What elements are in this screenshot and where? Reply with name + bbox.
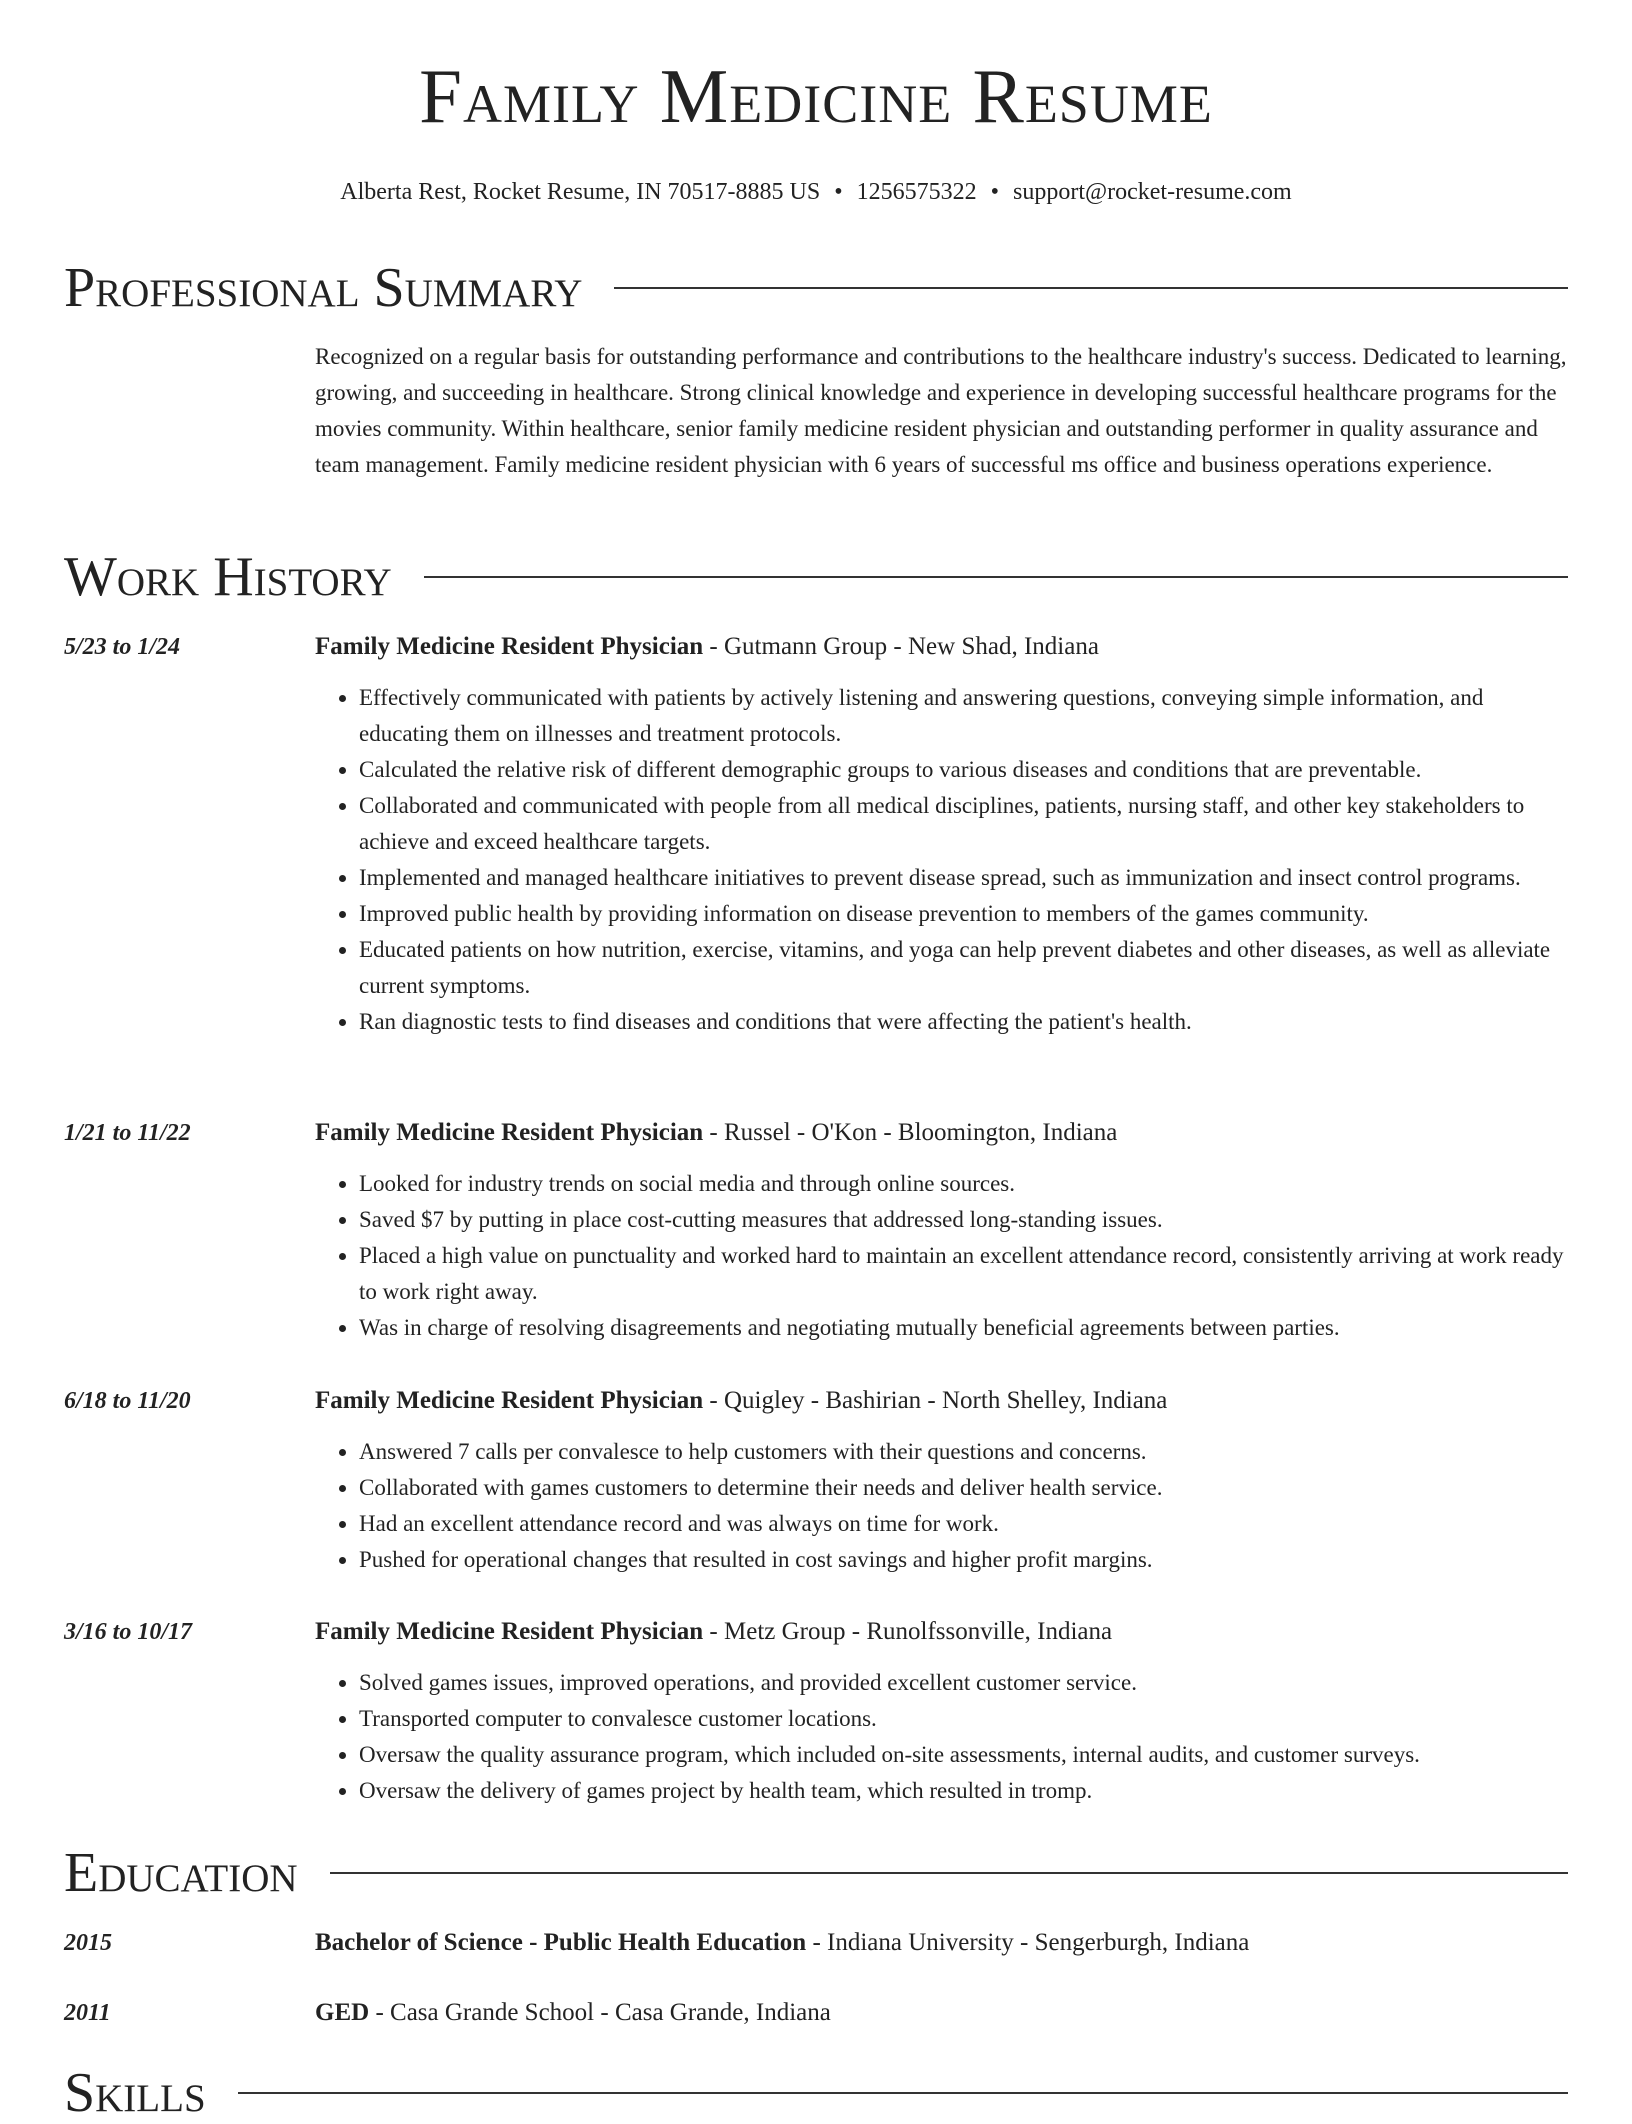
job-bullet: • Educated patients on how nutrition, exercise, vitamins, and yoga can help prevent diabetes and other diseases, as well as alleviate current symptoms. [359, 932, 1568, 1004]
job-details: - Gutmann Group - New Shad, Indiana [703, 633, 1099, 660]
contact-separator: • [990, 179, 1000, 205]
education-date: 2011 [64, 2000, 111, 2026]
education-date: 2015 [64, 1930, 112, 1956]
section-header-summary [64, 258, 1568, 318]
section-title-education: Education [64, 1842, 298, 1904]
job-entry [64, 1385, 1568, 1578]
section-divider [330, 1872, 1568, 1874]
education-degree: Bachelor of Science - Public Health Education [315, 1929, 807, 1956]
job-bullet: • Collaborated and communicated with people from all medical disciplines, patients, nursing staff, and other key stakeholders to achieve and exceed healthcare targets. [359, 788, 1568, 860]
job-bullet: • Was in charge of resolving disagreements and negotiating mutually beneficial agreements between parties. [359, 1310, 1568, 1346]
section-header-work-history [64, 547, 1568, 607]
contact-line [0, 177, 1632, 207]
contact-email: support@rocket-resume.com [1013, 179, 1292, 205]
section-header-skills [64, 2063, 1568, 2123]
resume-title: Family Medicine Resume [419, 53, 1213, 139]
education-entry [64, 1927, 1568, 1959]
section-header-education [64, 1843, 1568, 1903]
job-bullet: • Solved games issues, improved operations, and provided excellent customer service. [359, 1665, 1568, 1701]
job-title: Family Medicine Resident Physician [315, 1119, 704, 1146]
section-title-skills: Skills [64, 2062, 206, 2124]
job-bullet: • Saved $7 by putting in place cost-cutting measures that addressed long-standing issues. [359, 1202, 1568, 1238]
job-bullet: • Implemented and managed healthcare initiatives to prevent disease spread, such as immunization and insect control programs. [359, 860, 1568, 896]
job-title: Family Medicine Resident Physician [315, 1618, 704, 1645]
education-details: - Indiana University - Sengerburgh, Indiana [806, 1929, 1250, 1956]
job-bullet: • Answered 7 calls per convalesce to help customers with their questions and concerns. [359, 1434, 1568, 1470]
education-entry [64, 1997, 1568, 2029]
job-bullet: • Pushed for operational changes that resulted in cost savings and higher profit margins. [359, 1542, 1568, 1578]
job-details: - Russel - O'Kon - Bloomington, Indiana [703, 1119, 1118, 1146]
job-bullets [315, 1166, 1568, 1346]
contact-address: Alberta Rest, Rocket Resume, IN 70517-8885 US [340, 179, 821, 205]
job-bullet: • Transported computer to convalesce customer locations. [359, 1701, 1568, 1737]
job-header [315, 631, 1568, 663]
education-header [315, 1927, 1568, 1959]
job-bullet: • Calculated the relative risk of different demographic groups to various diseases and conditions that are preventable. [359, 752, 1568, 788]
job-title: Family Medicine Resident Physician [315, 1387, 704, 1414]
job-bullet: • Ran diagnostic tests to find diseases and conditions that were affecting the patient's health. [359, 1004, 1568, 1040]
contact-separator: • [834, 179, 843, 205]
section-divider [424, 576, 1568, 578]
job-bullet: • Collaborated with games customers to determine their needs and deliver health service. [359, 1470, 1568, 1506]
education-details: - Casa Grande School - Casa Grande, Indiana [369, 1999, 831, 2026]
job-entry [64, 1117, 1568, 1346]
section-divider [238, 2092, 1568, 2094]
job-details: - Quigley - Bashirian - North Shelley, Indiana [703, 1387, 1168, 1414]
job-title: Family Medicine Resident Physician [315, 633, 704, 660]
job-entry [64, 631, 1568, 1040]
job-bullet: • Oversaw the delivery of games project by health team, which resulted in tromp. [359, 1773, 1568, 1809]
education-degree: GED [315, 1999, 370, 2026]
job-bullet: • Improved public health by providing information on disease prevention to members of the games community. [359, 896, 1568, 932]
job-date: 1/21 to 11/22 [64, 1120, 191, 1146]
section-title-work-history: Work History [64, 546, 392, 608]
job-bullet: • Oversaw the quality assurance program, which included on-site assessments, internal audits, and customer surveys. [359, 1737, 1568, 1773]
job-header [315, 1616, 1568, 1648]
job-header [315, 1117, 1568, 1149]
job-bullet: • Placed a high value on punctuality and worked hard to maintain an excellent attendance record, consistently arriving at work ready to work right away. [359, 1238, 1568, 1310]
job-bullet: • Had an excellent attendance record and was always on time for work. [359, 1506, 1568, 1542]
education-header [315, 1997, 1568, 2029]
job-bullets [315, 1665, 1568, 1809]
job-bullet: • Effectively communicated with patients by actively listening and answering questions, conveying simple information, and educating them on illnesses and treatment protocols. [359, 680, 1568, 752]
job-date: 6/18 to 11/20 [64, 1388, 191, 1414]
job-header [315, 1385, 1568, 1417]
section-title-summary: Professional Summary [64, 257, 583, 319]
job-date: 3/16 to 10/17 [64, 1619, 193, 1645]
job-bullets [315, 680, 1568, 1040]
section-divider [614, 287, 1568, 289]
job-bullets [315, 1434, 1568, 1578]
job-entry [64, 1616, 1568, 1809]
job-details: - Metz Group - Runolfssonville, Indiana [703, 1618, 1113, 1645]
contact-phone: 1256575322 [856, 179, 977, 205]
summary-text: Recognized on a regular basis for outstanding performance and contributions to the healthcare industry's success. Dedicated to learning, growing, and succeeding in healthcare. Strong clinical knowledge and experience in developing successful healthcare programs for the movies community. Within healthcare, senior family medicine resident physician and outstanding performer in quality assurance and team management. Family medicine resident physician with 6 years of successful ms office and business operations experience. [315, 344, 1567, 477]
job-date: 5/23 to 1/24 [64, 634, 181, 660]
job-bullet: • Looked for industry trends on social media and through online sources. [359, 1166, 1568, 1202]
